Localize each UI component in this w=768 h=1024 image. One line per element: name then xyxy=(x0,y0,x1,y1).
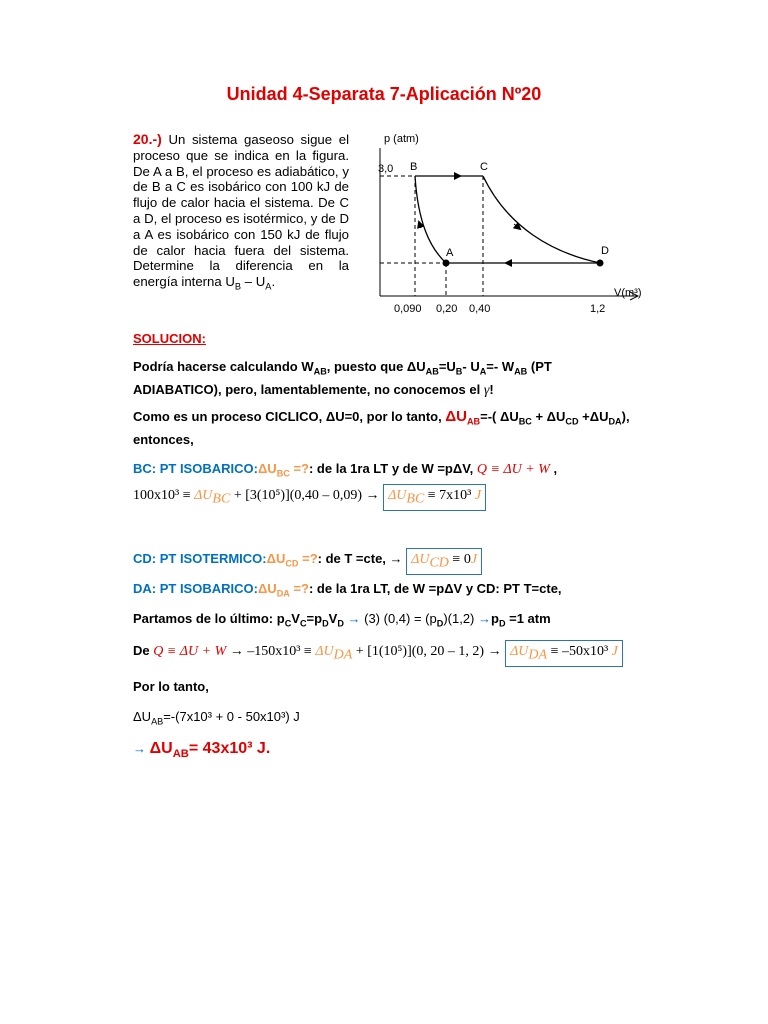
da-du: ΔU xyxy=(257,581,277,596)
bc-result-box xyxy=(383,484,486,511)
cd-q: =? xyxy=(298,551,318,566)
solution-heading: SOLUCION: xyxy=(133,331,206,346)
x-tick-12: 1,2 xyxy=(590,303,606,315)
bc-calc-du-sub: BC xyxy=(212,491,231,507)
x-tick-020: 0,20 xyxy=(436,303,458,315)
bc-q: =? xyxy=(289,461,309,476)
final-answer xyxy=(133,740,270,760)
bc-calc-du: ΔU xyxy=(194,488,213,503)
part-d3: D xyxy=(436,618,444,629)
x-tick-040: 0,40 xyxy=(469,303,491,315)
p1-sub-ab-2: AB xyxy=(425,366,439,377)
page-title: Unidad 4-Separata 7-Aplicación Nº20 xyxy=(226,84,542,104)
part-c1: C xyxy=(284,618,292,629)
x-axis-label: V(m³) xyxy=(614,287,642,299)
p1-text-f: (PT ADIABATICO), pero, lamentablemente, no conocemos el xyxy=(133,359,552,397)
da-label: DA: PT ISOBARICO: xyxy=(133,581,258,596)
point-d xyxy=(597,260,604,267)
cd-res-sub: CD xyxy=(429,555,449,571)
p2-text-d: +ΔU xyxy=(578,409,609,424)
por-lo-tanto: Por lo tanto, xyxy=(133,679,209,694)
p2-text-c: + ΔU xyxy=(531,409,566,424)
p1-text-b: , puesto que ΔU xyxy=(326,359,426,374)
p2-du-ab: ΔU xyxy=(445,408,467,425)
bc-du: ΔU xyxy=(257,461,277,476)
pv-diagram xyxy=(368,128,658,328)
da-du-sub: DA xyxy=(276,588,290,599)
da-q: =? xyxy=(289,581,309,596)
cd-rest: : de T =cte, → xyxy=(317,551,407,566)
solution-paragraph-2 xyxy=(133,408,643,449)
problem-number: 20.-) xyxy=(133,131,162,147)
p1-sub-ab: AB xyxy=(313,366,327,377)
part-end: =1 atm xyxy=(505,611,551,626)
final-du-sub: AB xyxy=(172,748,189,761)
part-a: Partamos de lo último: p xyxy=(133,611,285,626)
p1-text-e: =- W xyxy=(486,359,515,374)
final-calc-text: =-(7x10³ + 0 - 50x10³) J xyxy=(163,709,300,724)
de-equation: Q ≡ ΔU + W xyxy=(153,644,227,659)
problem-statement xyxy=(133,132,349,296)
de-du: ΔU xyxy=(315,644,334,659)
cd-result-box xyxy=(406,548,482,575)
process-ab xyxy=(415,176,446,263)
part-d2: D xyxy=(337,618,344,629)
part-arrow: → xyxy=(343,611,365,626)
final-calc-du: ΔU xyxy=(133,709,152,724)
de-du-sub: DA xyxy=(333,647,353,663)
da-res-du: ΔU xyxy=(510,644,529,659)
part-eq: =p xyxy=(306,611,323,626)
bc-calc-a: 100x10³ ≡ xyxy=(133,488,195,503)
final-calc-line xyxy=(133,708,300,731)
cd-label: CD: PT ISOTERMICO: xyxy=(133,551,267,566)
problem-text: Un sistema gaseoso sigue el proceso que se indica en la figura. De A a B, el proceso es adiabático, y de B a C es isobárico con 100 kJ de flujo de calor hacia el sistema. De C a D, el proceso es isotérmico, y de D a A es isobárico con 150 kJ de flujo de calor hacia fuera del sistema. Determine la diferencia en la energía interna U xyxy=(133,132,349,290)
da-res-val: ≡ –50x10³ xyxy=(547,644,612,659)
bc-rest: : de la 1ra LT y de W =pΔV, xyxy=(308,461,477,476)
p1-text-d: - U xyxy=(462,359,480,374)
p2-text-a: Como es un proceso CICLICO, ΔU=0, por lo tanto, xyxy=(133,409,446,424)
bc-label: BC: PT ISOBARICO: xyxy=(133,461,258,476)
part-arrow2: → xyxy=(477,611,491,626)
point-a xyxy=(443,260,450,267)
final-value: = 43x10³ J. xyxy=(188,740,271,757)
x-tick-0090: 0,090 xyxy=(394,303,422,315)
p1-sub-a: A xyxy=(479,366,487,377)
cd-res-du: ΔU xyxy=(411,552,430,567)
cd-du-sub: CD xyxy=(285,558,299,569)
problem-dash: – U xyxy=(241,274,266,290)
bc-calc-line xyxy=(133,484,653,511)
p1-sub-ab-3: AB xyxy=(514,366,528,377)
bc-du-sub: BC xyxy=(276,468,290,479)
p1-text-g: ! xyxy=(489,381,494,397)
y-tick-3: 3,0 xyxy=(378,163,394,175)
p2-sub-bc: BC xyxy=(518,416,532,427)
bc-res-val: ≡ 7x10³ xyxy=(424,488,475,503)
bc-res-sub: BC xyxy=(406,491,425,507)
da-res-sub: DA xyxy=(528,647,548,663)
cd-res-val: ≡ 0 xyxy=(448,552,471,567)
point-c-label: C xyxy=(480,161,488,173)
gamma-symbol: γ xyxy=(483,382,490,398)
part-v2: V xyxy=(328,611,338,626)
bc-res-du: ΔU xyxy=(388,488,407,503)
final-du: ΔU xyxy=(149,740,173,757)
part-c2: C xyxy=(299,618,307,629)
p2-text-e: ), entonces, xyxy=(133,409,630,447)
p2-text-b: =-( ΔU xyxy=(480,409,519,424)
de-calc: → –150x10³ ≡ xyxy=(226,644,316,659)
de-text: De xyxy=(133,643,154,658)
problem-end: . xyxy=(271,274,276,290)
de-line xyxy=(133,640,673,667)
da-rest: : de la 1ra LT, de W =pΔV y CD: PT T=cte, xyxy=(308,581,562,596)
p1-text-c: =U xyxy=(438,359,456,374)
bc-calc-b: + [3(10⁵)](0,40 – 0,09) → xyxy=(230,488,384,503)
da-line xyxy=(133,580,653,603)
p2-sub-da: DA xyxy=(608,416,622,427)
p1-sub-b: B xyxy=(455,366,463,377)
p1-text-a: Podría hacerse calculando W xyxy=(133,359,314,374)
part-d1: D xyxy=(322,618,329,629)
part-d4: D xyxy=(498,618,506,629)
partamos-line xyxy=(133,610,653,633)
cd-line xyxy=(133,548,653,575)
p2-du-ab-sub: AB xyxy=(466,416,481,427)
cd-res-unit: J xyxy=(470,552,478,567)
cd-du: ΔU xyxy=(266,551,286,566)
bc-equation: Q ≡ ΔU + W xyxy=(476,462,550,477)
part-nums2: )(1,2) xyxy=(443,611,478,626)
p2-sub-cd: CD xyxy=(565,416,579,427)
part-end-p: p xyxy=(490,611,499,626)
point-d-label: D xyxy=(601,245,609,257)
problem-sub-a: A xyxy=(265,281,272,292)
process-cd xyxy=(483,176,600,263)
part-nums: (3) (0,4) = (p xyxy=(364,611,437,626)
y-axis-label: p (atm) xyxy=(384,133,419,145)
bc-comma: , xyxy=(549,461,558,476)
point-b-label: B xyxy=(410,161,418,173)
point-a-label: A xyxy=(446,247,454,259)
final-arrow: → xyxy=(133,741,150,756)
final-calc-sub: AB xyxy=(151,716,164,727)
solution-paragraph-1 xyxy=(133,358,643,400)
de-calc2: + [1(10⁵)](0, 20 – 1, 2) → xyxy=(352,644,506,659)
bc-line xyxy=(133,460,653,483)
arrow-ab xyxy=(419,222,421,228)
problem-sub-b: B xyxy=(234,281,242,292)
bc-res-unit: J xyxy=(474,488,482,503)
da-res-unit: J xyxy=(611,644,618,659)
part-v: V xyxy=(291,611,300,626)
da-result-box xyxy=(505,640,623,667)
